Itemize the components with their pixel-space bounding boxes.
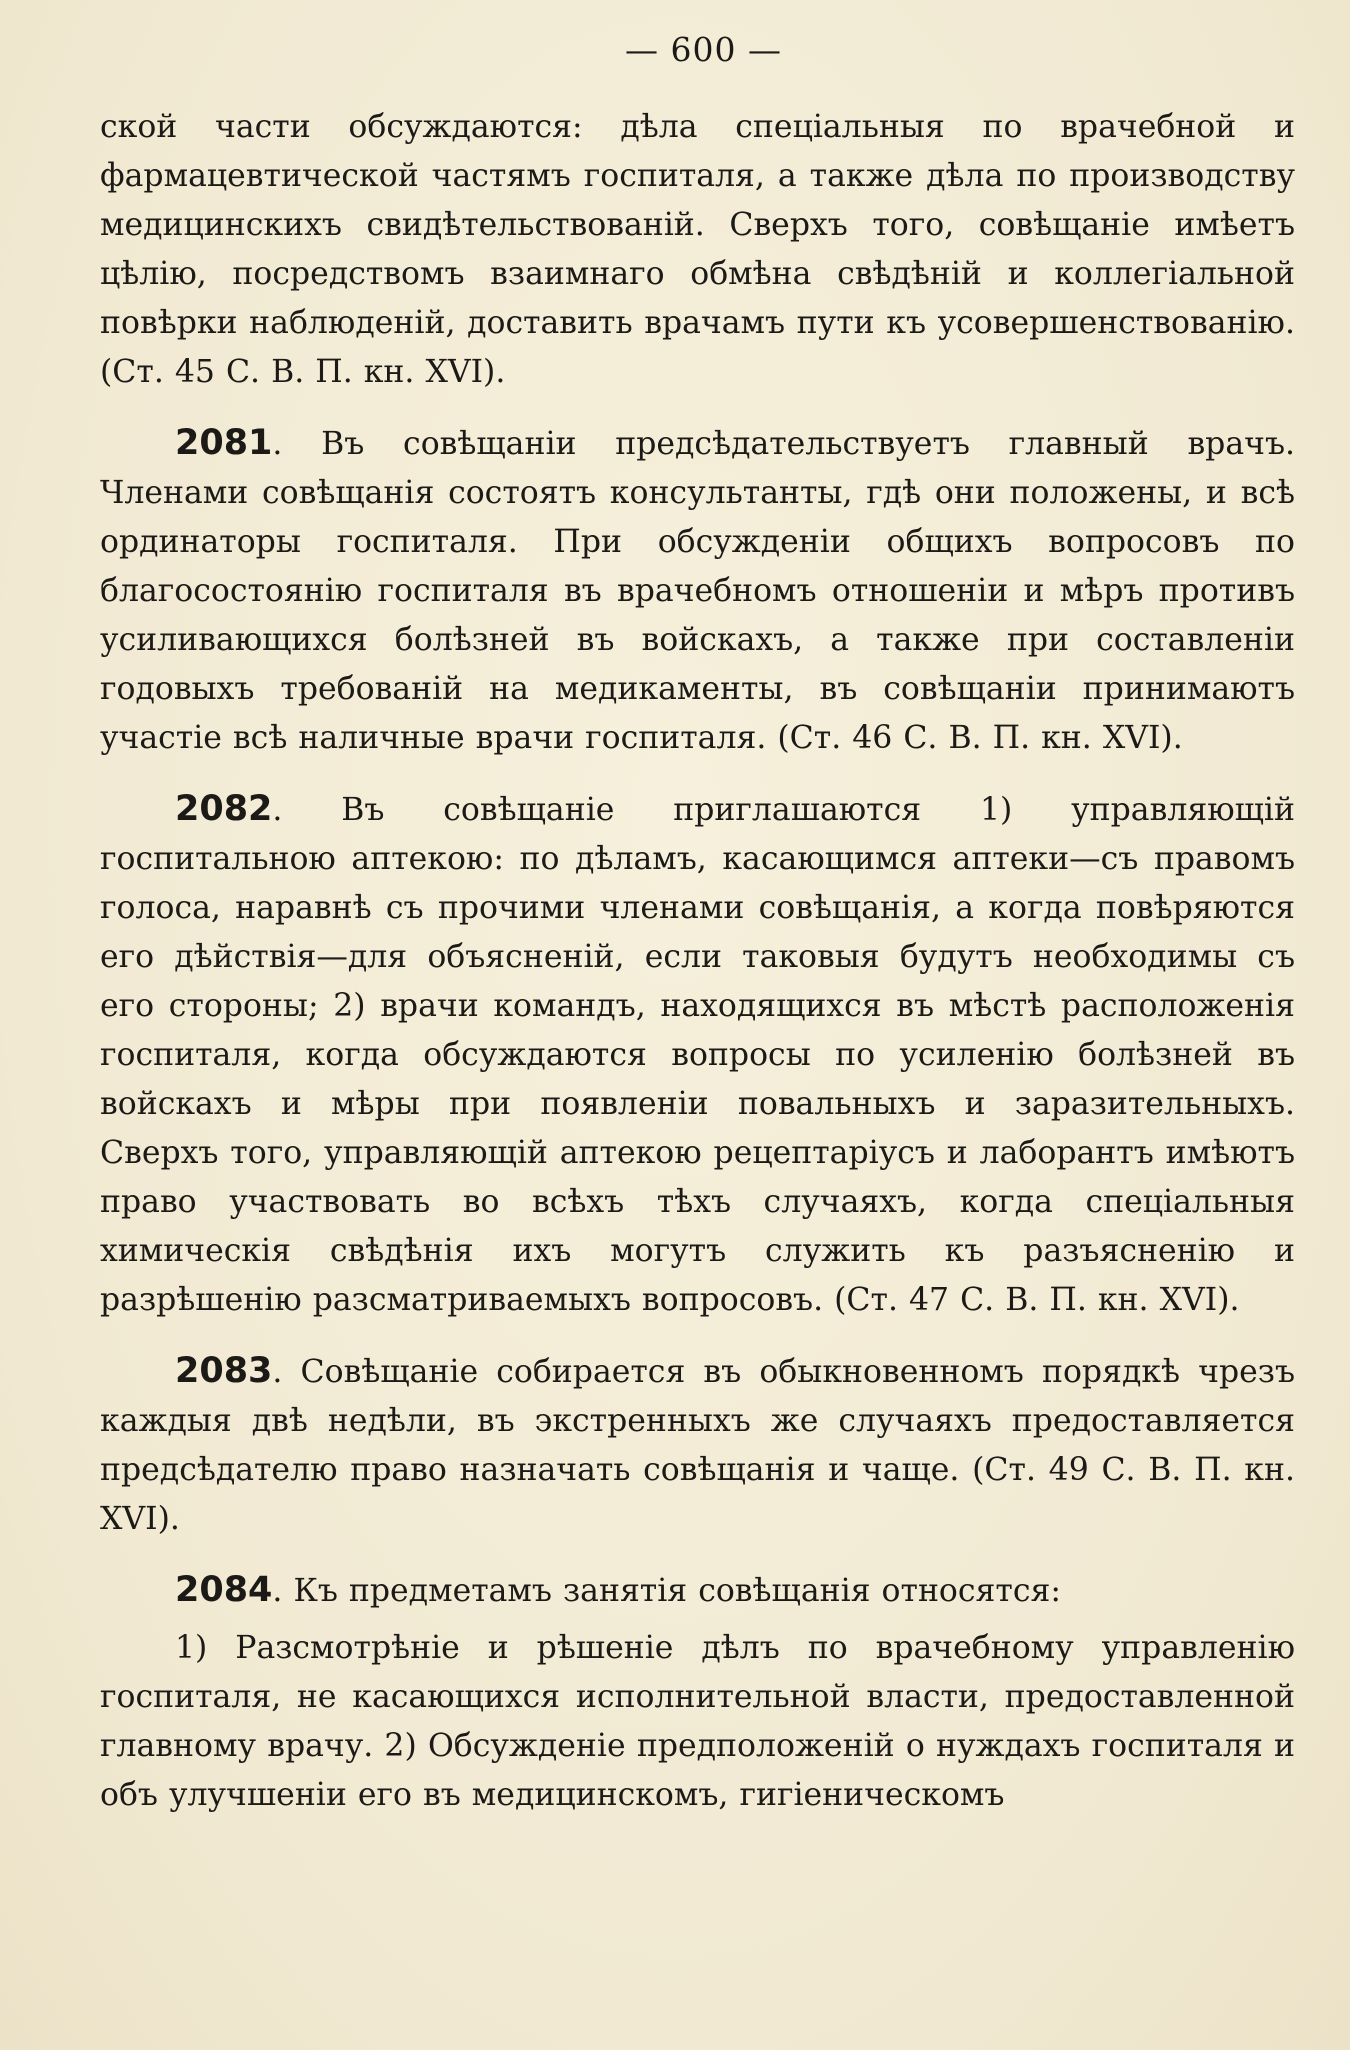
- article-2083: [100, 1347, 1295, 1544]
- page-number: — 600 —: [625, 30, 782, 69]
- article-2084-items: [100, 1624, 1295, 1820]
- paragraph-text: . Въ совѣщаніи предсѣдательствуетъ главный врачъ. Членами совѣщанія состоятъ консультанты, гдѣ они положены, и всѣ ординаторы госпиталя. При обсужденіи общихъ вопросовъ по благосостоянію госпиталя въ врачебномъ отношеніи и мѣръ противъ усиливающихся болѣзней въ войскахъ, а также при составленіи годовыхъ требованій на медикаменты, въ совѣщаніи принимаютъ участіе всѣ наличные врачи госпиталя. (Ст. 46 С. В. П. кн. XVI).: [100, 426, 1295, 756]
- paragraph-continuation: [100, 103, 1295, 397]
- paragraph-text: . Въ совѣщаніе приглашаются 1) управляющій госпитальною аптекою: по дѣламъ, касающимся аптеки—съ правомъ голоса, наравнѣ съ прочими членами совѣщанія, а когда повѣряются его дѣйствія—для объясненій, если таковыя будутъ необходимы съ его стороны; 2) врачи командъ, находящихся въ мѣстѣ расположенія госпиталя, когда обсуждаются вопросы по усиленію болѣзней въ войскахъ и мѣры при появленіи повальныхъ и заразительныхъ. Сверхъ того, управляющій аптекою рецептаріусъ и лаборантъ имѣютъ право участвовать во всѣхъ тѣхъ случаяхъ, когда спеціальныя химическія свѣдѣнія ихъ могутъ служить къ разъясненію и разрѣшенію разсматриваемыхъ вопросовъ. (Ст. 47 С. В. П. кн. XVI).: [100, 792, 1295, 1318]
- paragraph-text: 1) Разсмотрѣніе и рѣшеніе дѣлъ по врачебному управленію госпиталя, не касающихся исполнительной власти, предоставленной главному врачу. 2) Обсужденіе предположеній о нуждахъ госпиталя и объ улучшеніи его въ медицинскомъ, гигіеническомъ: [100, 1630, 1295, 1813]
- paragraph-text: . Совѣщаніе собирается въ обыкновенномъ порядкѣ чрезъ каждыя двѣ недѣли, въ экстренныхъ же случаяхъ предоставляется предсѣдателю право назначать совѣщанія и чаще. (Ст. 49 С. В. П. кн. XVI).: [100, 1354, 1295, 1537]
- article-2082: [100, 785, 1295, 1325]
- article-number: 2084: [175, 1570, 273, 1610]
- paragraph-text: . Къ предметамъ занятія совѣщанія относятся:: [272, 1573, 1061, 1609]
- article-number: 2083: [175, 1351, 273, 1391]
- paragraph-text: ской части обсуждаются: дѣла спеціальныя по врачебной и фармацевтической частямъ госпиталя, а также дѣла по производству медицинскихъ свидѣтельствованій. Сверхъ того, совѣщаніе имѣетъ цѣлію, посредствомъ взаимнаго обмѣна свѣдѣній и коллегіальной повѣрки наблюденій, доставить врачамъ пути къ усовершенствованію. (Ст. 45 С. В. П. кн. XVI).: [100, 109, 1295, 390]
- article-2084: [100, 1566, 1295, 1616]
- article-number: 2081: [175, 423, 273, 463]
- article-2081: [100, 419, 1295, 763]
- article-number: 2082: [175, 789, 273, 829]
